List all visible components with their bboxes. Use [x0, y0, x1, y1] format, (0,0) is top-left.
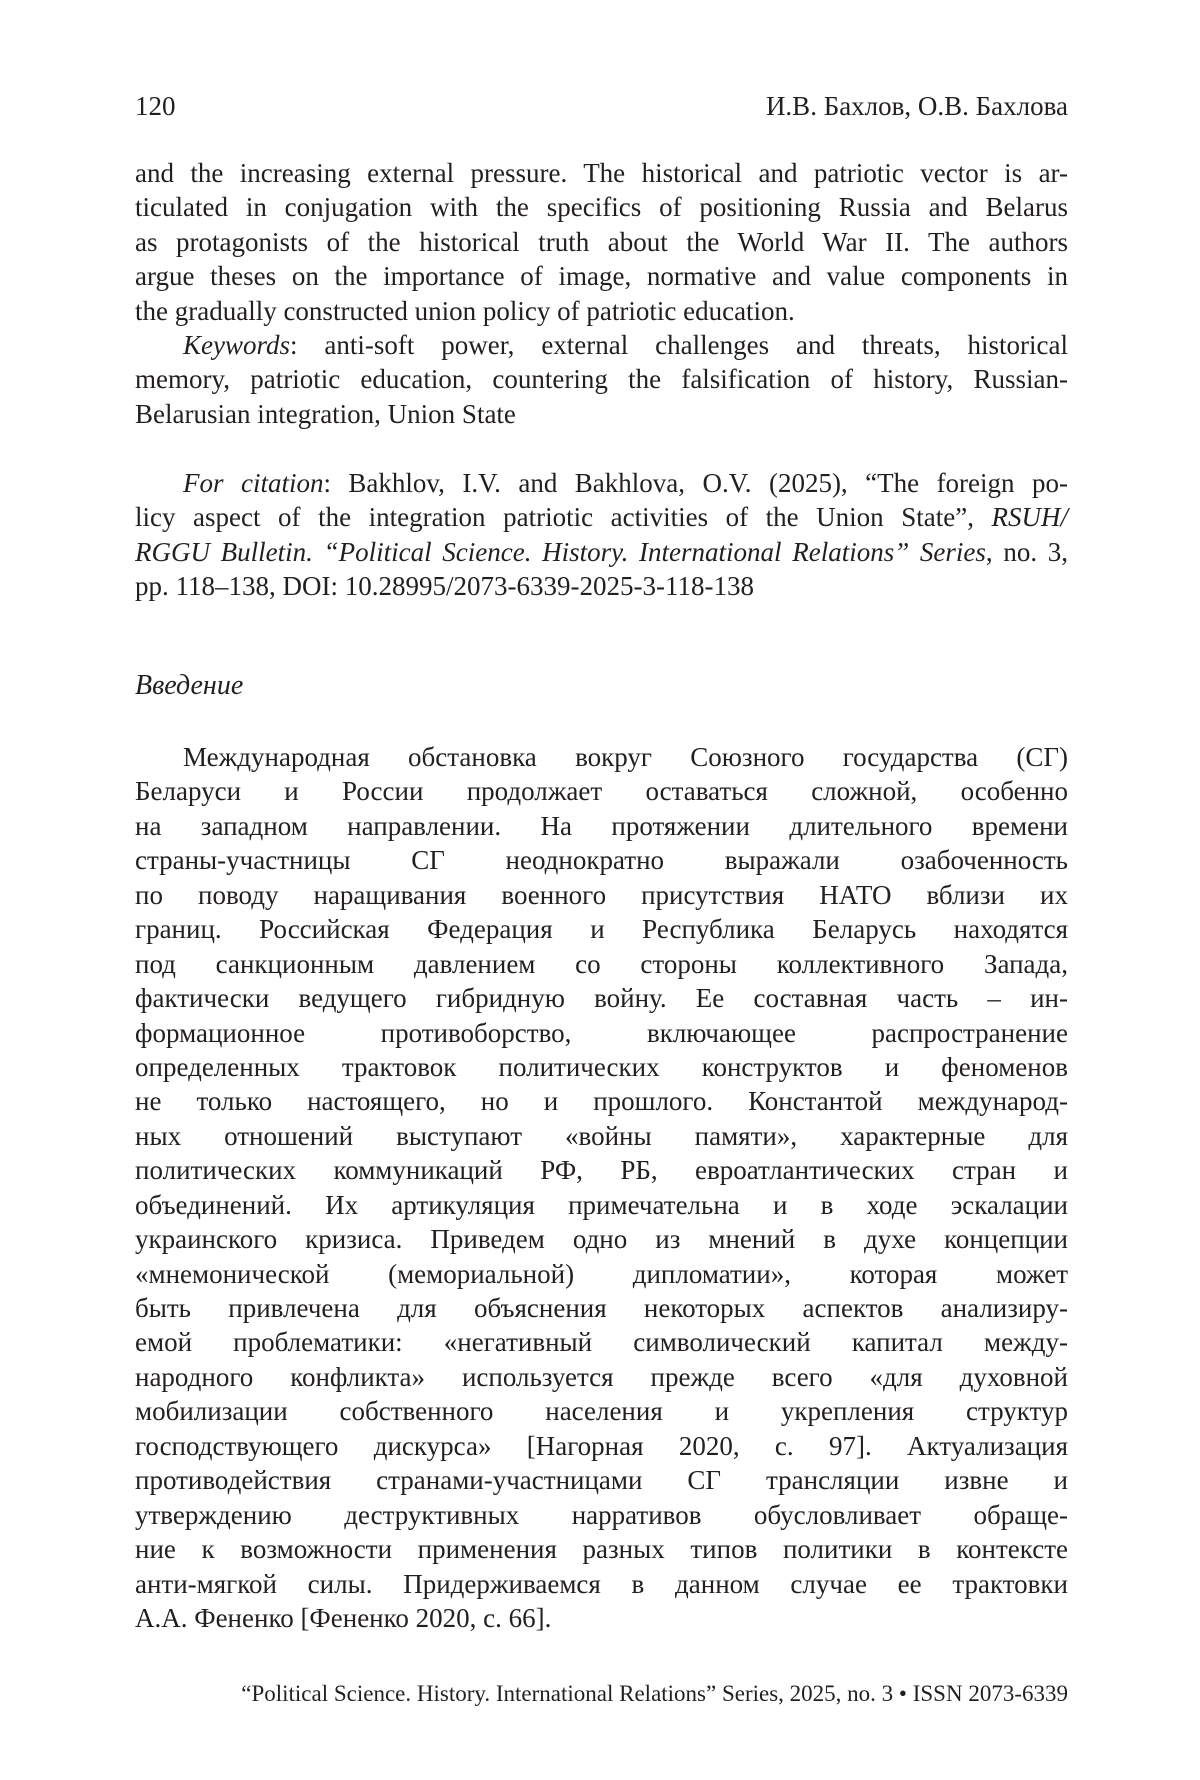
text-segment: licy aspect of the integration patriotic activities of the Union State”, [135, 502, 992, 533]
italic-text: RSUH/ [991, 502, 1068, 533]
italic-text: For citation [183, 468, 324, 498]
page-number: 120 [135, 91, 176, 121]
text-line: страны-участницы СГ неоднократно выражали озабоченность [135, 845, 1068, 876]
text-line: argue theses on the importance of image, normative and value components in [135, 261, 1068, 292]
text-line: не только настоящего, но и прошлого. Константой международ- [135, 1086, 1068, 1117]
text-line: the gradually constructed union policy of patriotic education. [135, 295, 795, 326]
text-line: объединений. Их артикуляция примечательна и в ходе эскалации [135, 1189, 1068, 1220]
text-line: господствующего дискурса» [Нагорная 2020, с. 97]. Актуализация [135, 1430, 1068, 1461]
text-line [135, 535, 1068, 569]
text-line: по поводу наращивания военного присутствия НАТО вблизи их [135, 879, 1068, 910]
text-line: А.А. Фененко [Фененко 2020, с. 66]. [135, 1602, 552, 1633]
text-line: границ. Российская Федерация и Республика Беларусь находятся [135, 914, 1068, 945]
text-segment: : anti-soft power, external challenges and threats, historical [290, 330, 1068, 360]
keywords [135, 328, 1068, 431]
text-line: Международная обстановка вокруг Союзного государства (СГ) [183, 742, 1068, 772]
text-line [135, 500, 1068, 534]
text-line: анти-мягкой силы. Придерживаемся в данном случае ее трактовки [135, 1568, 1068, 1599]
text-line: под санкционным давлением со стороны коллективного Запада, [135, 948, 1068, 979]
text-segment: : Bakhlov, I.V. and Bakhlova, O.V. (2025), “The foreign po- [323, 468, 1068, 498]
text-line: ных отношений выступают «войны памяти», характерные для [135, 1120, 1068, 1151]
text-line: на западном направлении. На протяжении длительного времени [135, 810, 1068, 841]
text-line [135, 466, 1068, 500]
text-line: Беларуси и России продолжает оставаться сложной, особенно [135, 776, 1068, 807]
text-line: украинского кризиса. Приведем одно из мнений в духе концепции [135, 1224, 1068, 1255]
text-line: memory, patriotic education, countering the falsification of history, Russian- [135, 364, 1068, 395]
text-line: pp. 118–138, DOI: 10.28995/2073-6339-2025-3-118-138 [135, 571, 754, 602]
section-heading: Введение [135, 670, 244, 701]
running-header-authors: И.В. Бахлов, О.В. Бахлова [765, 91, 1068, 121]
text-line: формационное противоборство, включающее распространение [135, 1017, 1068, 1048]
text-line: емой проблематики: «негативный символический капитал между- [135, 1327, 1068, 1358]
text-line: as protagonists of the historical truth about the World War II. The authors [135, 226, 1068, 257]
text-line: определенных трактовок политических конструктов и феноменов [135, 1051, 1068, 1082]
running-header [135, 89, 1068, 123]
text-line: народного конфликта» используется прежде всего «для духовной [135, 1361, 1068, 1392]
running-footer: “Political Science. History. International Relations” Series, 2025, no. 3 • ISSN 2073-6339 [241, 1681, 1068, 1706]
abstract-tail [135, 156, 1068, 328]
intro-paragraph [135, 740, 1068, 1635]
text-line: фактически ведущего гибридную войну. Ее составная часть – ин- [135, 983, 1068, 1014]
text-line: ние к возможности применения разных типов политики в контексте [135, 1534, 1068, 1565]
italic-text: Keywords [183, 330, 290, 360]
text-line: мобилизации собственного населения и укрепления структур [135, 1396, 1068, 1427]
citation [135, 466, 1068, 604]
text-line: ticulated in conjugation with the specifics of positioning Russia and Belarus [135, 192, 1068, 223]
text-line [135, 328, 1068, 362]
italic-text: RGGU Bulletin. “Political Science. History. International Relations” Series [135, 536, 986, 567]
text-line: быть привлечена для объяснения некоторых аспектов анализиру- [135, 1293, 1068, 1323]
text-line: and the increasing external pressure. The historical and patriotic vector is ar- [135, 158, 1068, 188]
text-line: «мнемонической (мемориальной) дипломатии», которая может [135, 1258, 1068, 1289]
text-line: утверждению деструктивных нарративов обусловливает обраще- [135, 1499, 1068, 1530]
text-segment: , no. 3, [985, 536, 1068, 567]
text-line: политических коммуникаций РФ, РБ, евроатлантических стран и [135, 1155, 1068, 1186]
text-line: Belarusian integration, Union State [135, 398, 516, 429]
text-line: противодействия странами-участницами СГ трансляции извне и [135, 1465, 1068, 1496]
